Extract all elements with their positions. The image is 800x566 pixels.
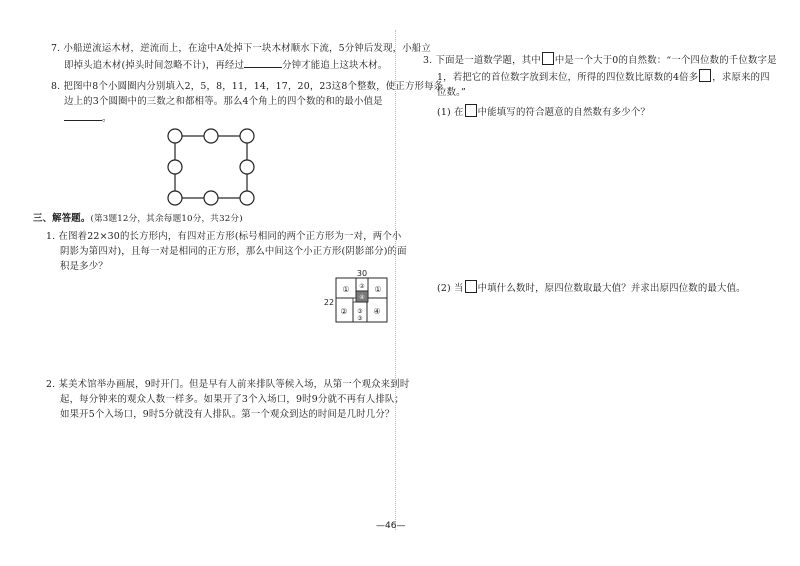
q3-blank-box[interactable] xyxy=(699,69,711,82)
q2-line1: 2. 某美术馆举办画展，9时开门。但是早有人前来排队等候入场，从第一个观众来到时 xyxy=(46,379,410,390)
q1-line3: 积是多少？ xyxy=(60,261,108,272)
q2-line3: 如果开5个入场口，9时5分就没有人排队。第一个观众到达的时间是几时几分？ xyxy=(60,409,395,420)
q3-line3: 位数。” xyxy=(437,87,467,98)
q1-region-label: ④ xyxy=(373,307,381,316)
q1-region-label: ② xyxy=(359,283,365,290)
q1-region-label: ③ xyxy=(357,308,363,315)
q7-line1: 7. 小船逆流运木材，逆流而上，在途中A处掉下一块木材顺水下流，5分钟后发现，小船立 xyxy=(51,43,431,54)
q1-region-label: ① xyxy=(374,285,382,294)
q8-circle xyxy=(168,160,182,174)
q8-square-figure xyxy=(163,124,263,206)
q7-line2: 即掉头追木材(掉头时间忽略不计)，再经过 分钟才能追上这块木材。 xyxy=(64,57,387,72)
q1-region-label: ③ xyxy=(357,315,363,322)
q1-label-22: 22 xyxy=(323,298,335,307)
q8-circle xyxy=(204,191,218,205)
q8-circle xyxy=(168,129,182,143)
page-number: —46— xyxy=(376,521,406,531)
q8-line2: 边上的3个圆圈中的三数之和都相等。那么4个角上的四个数的和的最小值是 xyxy=(64,96,383,107)
q1-line2: 阴影为第四对)，且每一对是相同的正方形，那么中间这个小正方形(阴影部分)的面 xyxy=(60,246,407,257)
q3-line2: 1，若把它的首位数字放到末位，所得的四位数比原数的4倍多 ，求原来的四 xyxy=(437,69,770,84)
q1-region-label: ① xyxy=(342,285,350,294)
q8-line3: 。 xyxy=(64,110,112,125)
q1-line1: 1. 在图着22×30的长方形内，有四对正方形(标号相同的两个正方形为一对，两个小 xyxy=(46,231,402,242)
q8-circle xyxy=(204,129,218,143)
q8-circle xyxy=(240,160,254,174)
section3-heading: 三、解答题。(第3题12分，其余每题10分，共32分) xyxy=(33,213,243,224)
q8-circle xyxy=(168,191,182,205)
column-divider xyxy=(395,30,396,530)
q1-rectangle-figure xyxy=(320,268,392,326)
q8-circle xyxy=(240,129,254,143)
q8-answer-blank[interactable] xyxy=(64,110,102,121)
q3-sub1: (1) 在 中能填写的符合题意的自然数有多少个？ xyxy=(437,104,650,119)
q8-circle xyxy=(240,191,254,205)
q1-region-label: ② xyxy=(340,307,348,316)
q2-line2: 起，每分钟来的观众人数一样多。如果开了3个入场口，9时9分就不再有人排队； xyxy=(60,394,405,405)
q7-answer-blank[interactable] xyxy=(244,57,282,68)
q3-line1: 3. 下面是一道数学题，其中 中是一个大于0的自然数：“一个四位数的千位数字是 xyxy=(423,52,777,67)
q3-blank-box[interactable] xyxy=(465,280,477,293)
q3-blank-box[interactable] xyxy=(542,52,554,65)
q3-blank-box[interactable] xyxy=(465,104,477,117)
q1-region-label: ④ xyxy=(359,294,365,301)
q1-label-30: 30 xyxy=(356,269,368,278)
q8-line1: 8. 把图中8个小圆圈内分别填入2，5，8，11，14，17，20，23这8个整数，使正方形每条 xyxy=(51,81,444,92)
q3-sub2: (2) 当 中填什么数时，原四位数取最大值？并求出原四位数的最大值。 xyxy=(437,280,746,295)
